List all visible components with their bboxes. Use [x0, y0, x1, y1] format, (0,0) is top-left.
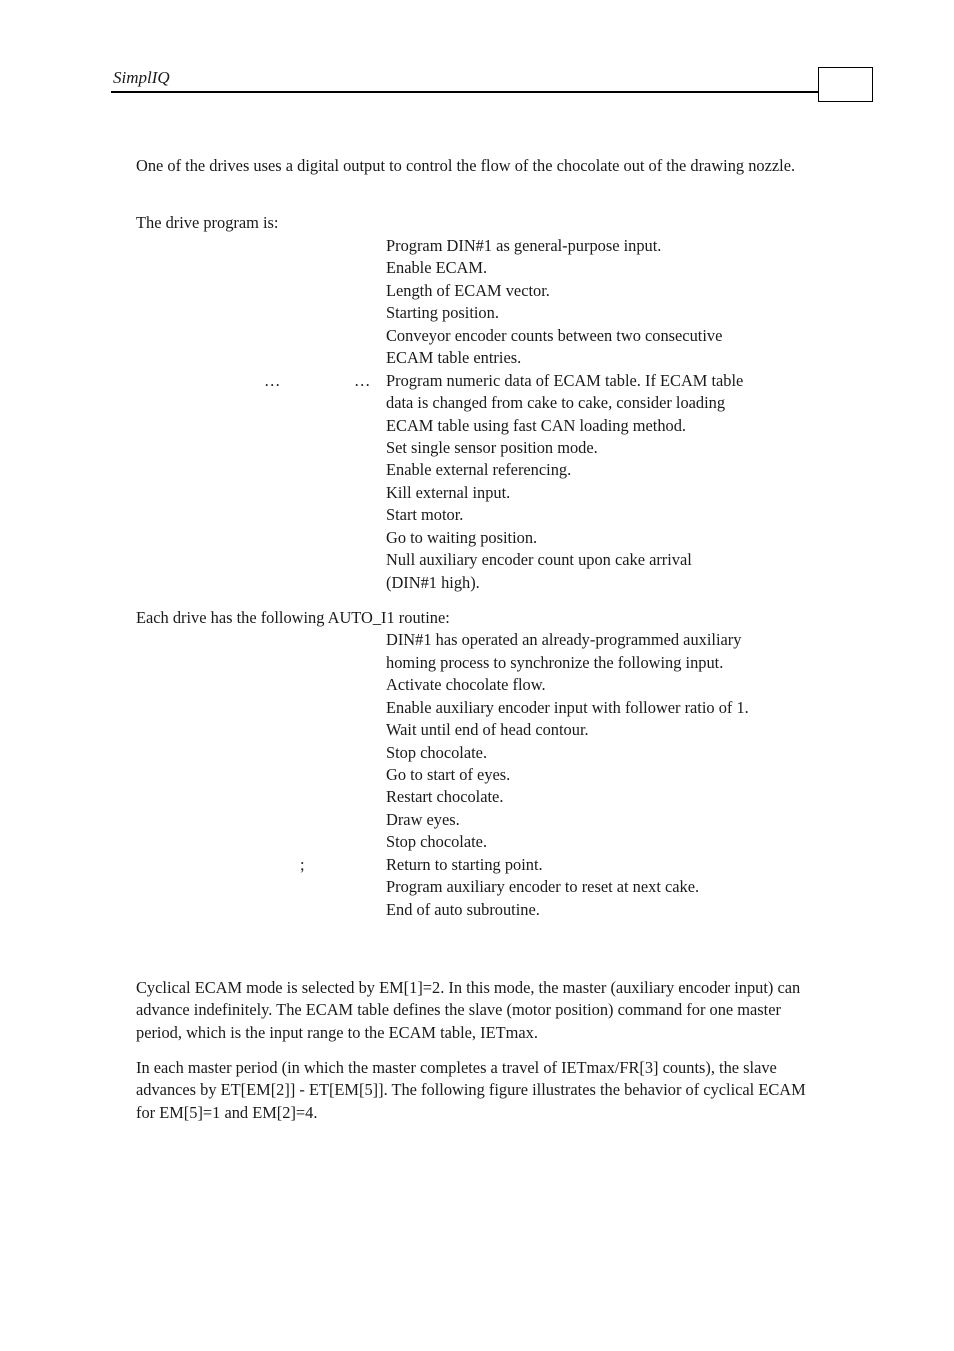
intro-paragraph: One of the drives uses a digital output to control the flow of the chocolate out of the drawing nozzle.	[136, 156, 796, 175]
program-ellipsis: …	[264, 371, 281, 390]
page-number-box	[818, 67, 873, 102]
auto-desc-line: Stop chocolate.	[386, 832, 488, 851]
auto-routine-label: Each drive has the following AUTO_I1 routine:	[136, 608, 450, 627]
program-desc-line: Enable ECAM.	[386, 258, 488, 277]
cyclical-paragraph-2: In each master period (in which the master completes a travel of IETmax/FR[3] counts), the slave advances by ET[EM[2]] - ET[EM[5]]. The following figure illustrates the behavior of cyclical ECAM for EM[5]=1 and EM[2]=4.	[136, 1058, 806, 1122]
auto-semicolon: ;	[300, 855, 305, 874]
auto-desc-line: End of auto subroutine.	[386, 900, 540, 919]
program-desc-line: data is changed from cake to cake, consider loading	[386, 393, 726, 412]
auto-desc-line: Go to start of eyes.	[386, 765, 511, 784]
program-desc-line: Conveyor encoder counts between two consecutive	[386, 326, 723, 345]
program-desc-line: Enable external referencing.	[386, 460, 572, 479]
auto-desc-line: Stop chocolate.	[386, 743, 488, 762]
program-desc-line: Starting position.	[386, 303, 499, 322]
program-desc-line: (DIN#1 high).	[386, 573, 480, 592]
program-desc-line: ECAM table using fast CAN loading method.	[386, 416, 687, 435]
program-ellipsis: …	[354, 371, 371, 390]
auto-desc-line: Activate chocolate flow.	[386, 675, 546, 694]
auto-desc-line: DIN#1 has operated an already-programmed auxiliary	[386, 630, 742, 649]
program-desc-line: Program DIN#1 as general-purpose input.	[386, 236, 662, 255]
auto-desc-line: Draw eyes.	[386, 810, 460, 829]
program-desc-line: Kill external input.	[386, 483, 511, 502]
program-desc-line: Go to waiting position.	[386, 528, 538, 547]
program-desc-line: ECAM table entries.	[386, 348, 522, 367]
auto-desc-line: Return to starting point.	[386, 855, 543, 874]
program-desc-line: Start motor.	[386, 505, 464, 524]
program-desc-line: Program numeric data of ECAM table. If ECAM table	[386, 371, 744, 390]
auto-desc-line: Program auxiliary encoder to reset at next cake.	[386, 877, 700, 896]
auto-desc-line: Restart chocolate.	[386, 787, 504, 806]
program-desc-line: Null auxiliary encoder count upon cake arrival	[386, 550, 692, 569]
program-desc-line: Length of ECAM vector.	[386, 281, 550, 300]
header-rule	[111, 91, 819, 93]
auto-desc-line: Wait until end of head contour.	[386, 720, 589, 739]
header-title: SimplIQ	[113, 68, 170, 87]
program-label: The drive program is:	[136, 213, 279, 232]
cyclical-paragraph-1: Cyclical ECAM mode is selected by EM[1]=2. In this mode, the master (auxiliary encoder input) can advance indefinitely. The ECAM table defines the slave (motor position) command for one master period, which is the input range to the ECAM table, IETmax.	[136, 978, 801, 1042]
program-desc-line: Set single sensor position mode.	[386, 438, 598, 457]
auto-desc-line: Enable auxiliary encoder input with follower ratio of 1.	[386, 698, 749, 717]
auto-desc-line: homing process to synchronize the following input.	[386, 653, 724, 672]
